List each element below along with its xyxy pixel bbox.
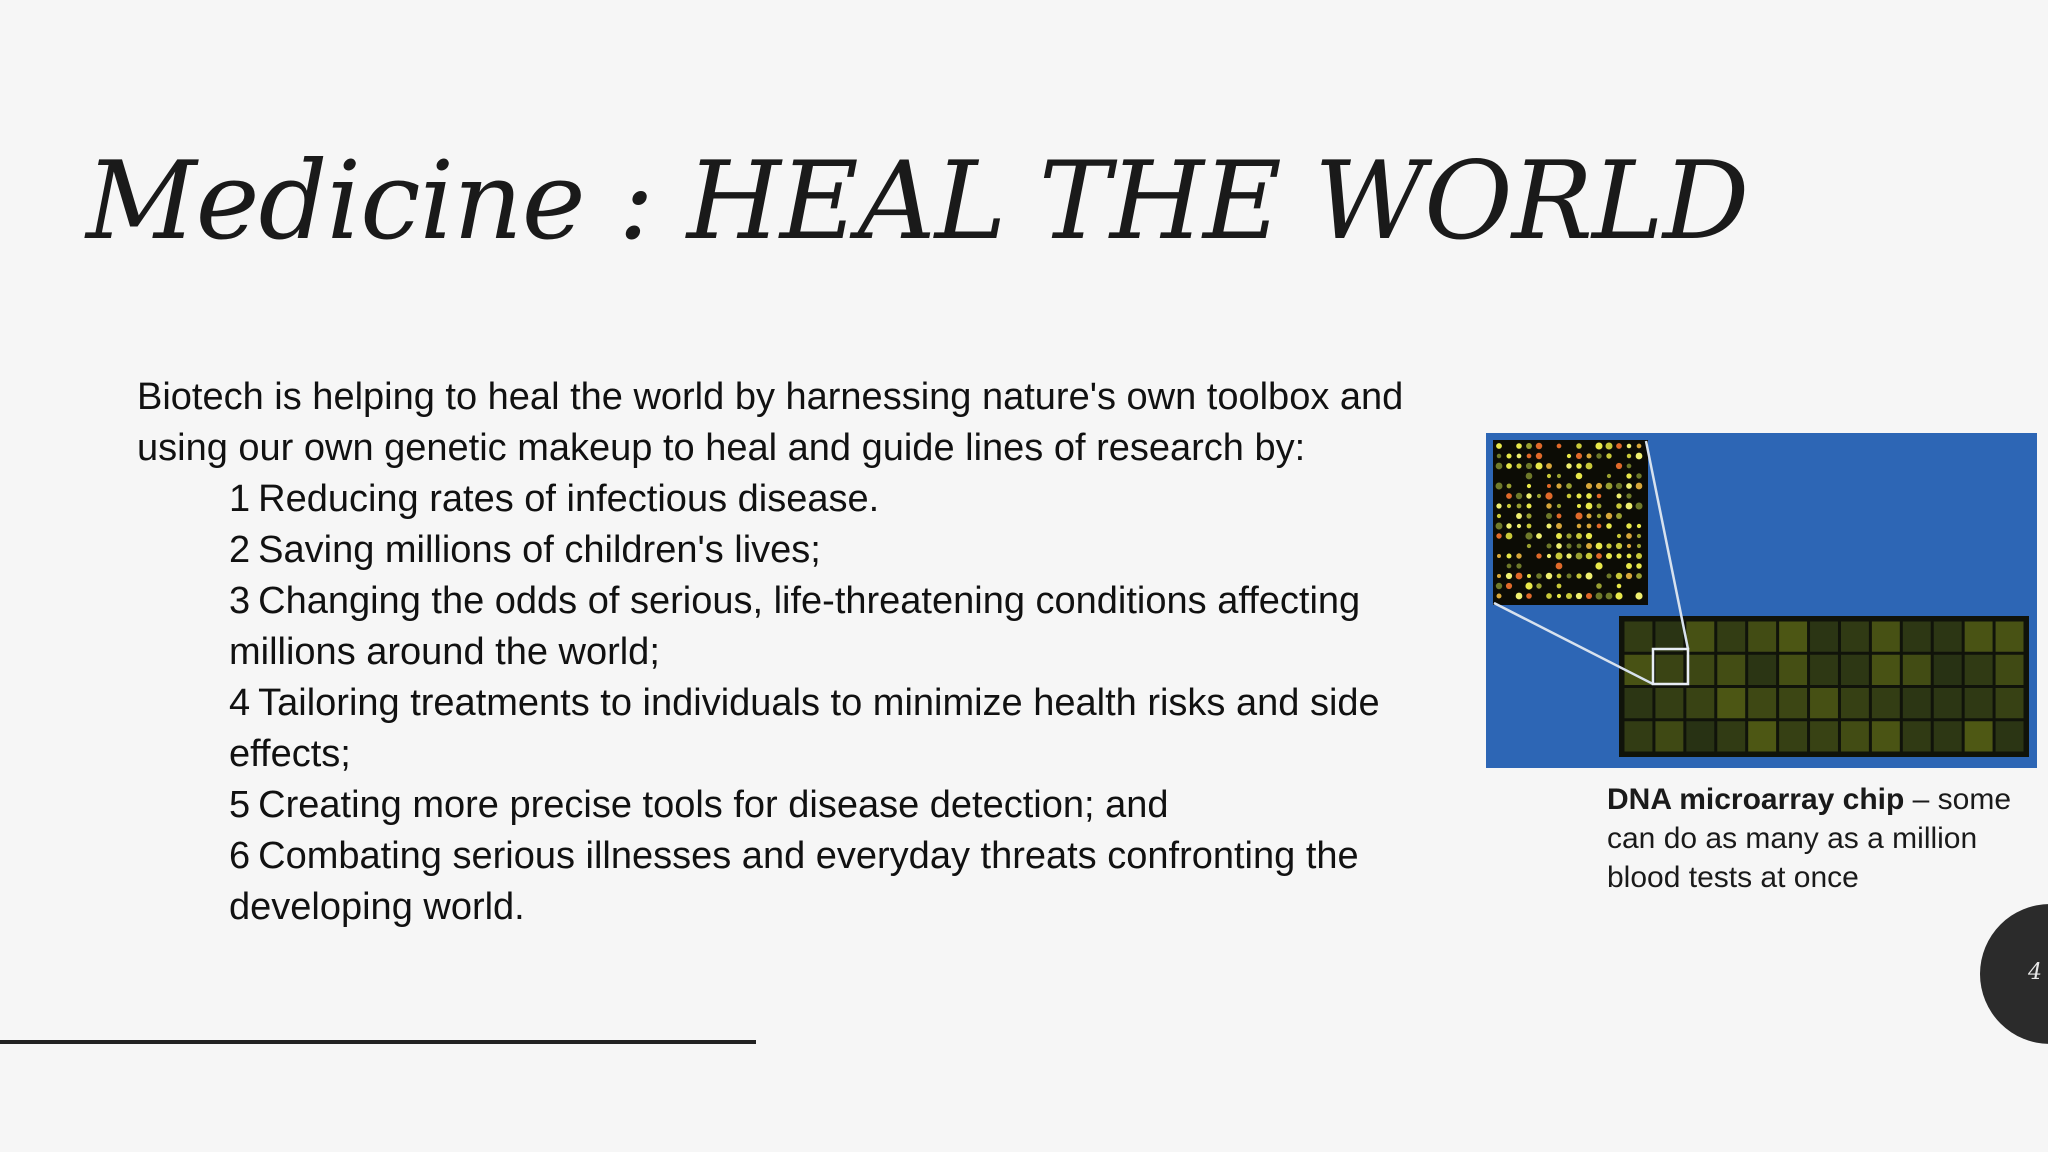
microarray-spot: [1546, 523, 1551, 528]
microarray-spot: [1496, 533, 1501, 538]
microarray-spot: [1636, 573, 1642, 579]
microarray-spot: [1626, 473, 1631, 478]
microarray-spot: [1506, 573, 1512, 579]
microarray-spot: [1496, 593, 1501, 598]
microarray-spot: [1516, 493, 1522, 499]
microarray-spot: [1546, 593, 1552, 599]
microarray-spot: [1507, 504, 1511, 508]
microarray-spot: [1527, 574, 1531, 578]
microarray-spot: [1596, 453, 1601, 458]
microarray-spot: [1566, 483, 1572, 489]
microarray-spot: [1527, 544, 1531, 548]
microarray-spot: [1546, 513, 1552, 519]
microarray-spot: [1587, 524, 1592, 529]
microarray-spot: [1597, 504, 1602, 509]
microarray-spot: [1637, 524, 1641, 528]
microarray-spot: [1616, 463, 1622, 469]
microarray-spot: [1567, 454, 1571, 458]
microarray-spot: [1536, 453, 1542, 459]
microarray-spot: [1545, 492, 1552, 499]
microarray-spot: [1595, 442, 1602, 449]
microarray-spot: [1557, 444, 1562, 449]
microarray-spot: [1526, 473, 1533, 480]
microarray-spot: [1526, 503, 1531, 508]
list-item: [137, 831, 1437, 933]
microarray-spot: [1596, 483, 1602, 489]
microarray-spot: [1526, 443, 1532, 449]
microarray-spot: [1516, 513, 1522, 519]
microarray-spot: [1636, 553, 1642, 559]
microarray-block: [1872, 622, 1900, 652]
microarray-block: [1779, 622, 1807, 652]
microarray-block: [1965, 622, 1993, 652]
microarray-spot: [1556, 483, 1561, 488]
microarray-block: [1903, 721, 1931, 751]
microarray-block: [1934, 721, 1962, 751]
microarray-spot: [1557, 574, 1562, 579]
microarray-spot: [1607, 474, 1611, 478]
microarray-spot: [1496, 583, 1502, 589]
list-item: [137, 474, 1437, 525]
microarray-block: [1748, 655, 1776, 685]
microarray-spot: [1506, 493, 1512, 499]
microarray-block: [1748, 622, 1776, 652]
microarray-spot: [1525, 532, 1532, 539]
list-item-number: 6: [229, 835, 251, 877]
microarray-spot: [1517, 454, 1522, 459]
microarray-spot: [1597, 514, 1601, 518]
microarray-block: [1625, 688, 1653, 718]
list-item-text: Saving millions of children's lives;: [258, 529, 821, 571]
microarray-block: [1810, 655, 1838, 685]
list-item-text: Creating more precise tools for disease detection; and: [258, 784, 1169, 826]
microarray-spot: [1516, 553, 1521, 558]
microarray-block: [1748, 721, 1776, 751]
microarray-spot: [1527, 484, 1531, 488]
microarray-block: [1841, 622, 1869, 652]
microarray-block: [1810, 688, 1838, 718]
microarray-spot: [1516, 593, 1523, 600]
microarray-spot: [1497, 554, 1501, 558]
microarray-block: [1625, 721, 1653, 751]
microarray-spot: [1595, 562, 1602, 569]
microarray-spot: [1535, 462, 1542, 469]
microarray-spot: [1566, 553, 1571, 558]
microarray-spot: [1536, 573, 1542, 579]
list-item-number: 5: [229, 784, 251, 826]
microarray-block: [1655, 688, 1683, 718]
microarray-spot: [1617, 494, 1622, 499]
list-item: [137, 780, 1437, 831]
microarray-spot: [1615, 592, 1622, 599]
microarray-spot: [1626, 573, 1632, 579]
list-item-number: 3: [229, 580, 251, 622]
microarray-spot: [1586, 453, 1591, 458]
list-item-text: Combating serious illnesses and everyday threats confronting the developing world.: [229, 835, 1359, 928]
microarray-spot: [1637, 534, 1641, 538]
microarray-spot: [1577, 544, 1582, 549]
microarray-illustration: [1486, 433, 2037, 768]
microarray-spot: [1636, 563, 1642, 569]
microarray-spot: [1576, 493, 1581, 498]
microarray-spot: [1586, 463, 1593, 470]
microarray-spot: [1606, 593, 1613, 600]
microarray-spot: [1627, 444, 1632, 449]
microarray-spot: [1626, 533, 1632, 539]
slide-title: Medicine : HEAL THE WORLD: [86, 139, 1749, 264]
microarray-spot: [1596, 543, 1603, 550]
microarray-block: [1686, 622, 1714, 652]
microarray-spot: [1506, 553, 1511, 558]
microarray-spot: [1546, 573, 1552, 579]
microarray-spot: [1616, 513, 1622, 519]
microarray-spot: [1506, 453, 1511, 458]
microarray-spot: [1547, 554, 1551, 558]
microarray-spot: [1507, 564, 1512, 569]
microarray-spot: [1635, 592, 1642, 599]
microarray-block: [1903, 655, 1931, 685]
microarray-spot: [1496, 483, 1503, 490]
microarray-spot: [1606, 573, 1611, 578]
microarray-spot: [1577, 504, 1581, 508]
microarray-spot: [1586, 533, 1592, 539]
microarray-block: [1841, 688, 1869, 718]
microarray-spot: [1576, 473, 1583, 480]
microarray-spot: [1516, 463, 1521, 468]
microarray-block: [1748, 688, 1776, 718]
microarray-spot: [1597, 524, 1602, 529]
microarray-spot: [1636, 453, 1643, 460]
microarray-spot: [1627, 464, 1632, 469]
microarray-spot: [1536, 533, 1542, 539]
microarray-block: [1655, 622, 1683, 652]
microarray-spot: [1586, 503, 1593, 510]
microarray-spot: [1606, 483, 1613, 490]
microarray-spot: [1567, 574, 1572, 579]
microarray-spot: [1506, 533, 1513, 540]
microarray-spot: [1616, 553, 1621, 558]
microarray-spot: [1626, 503, 1633, 510]
microarray-block: [1717, 721, 1745, 751]
list-item-number: 1: [229, 478, 251, 520]
microarray-block: [1872, 688, 1900, 718]
list-item-text: Changing the odds of serious, life-threatening conditions affecting millions around the world;: [229, 580, 1361, 673]
microarray-block: [1903, 622, 1931, 652]
microarray-spot: [1586, 593, 1592, 599]
microarray-spot: [1497, 514, 1501, 518]
microarray-block: [1841, 655, 1869, 685]
benefits-list: [137, 474, 1437, 933]
microarray-spot: [1566, 543, 1571, 548]
microarray-spot: [1586, 573, 1593, 580]
microarray-spot: [1547, 474, 1551, 478]
microarray-block: [1686, 655, 1714, 685]
microarray-spot: [1586, 513, 1591, 518]
microarray-spot: [1576, 453, 1582, 459]
microarray-spot: [1626, 523, 1631, 528]
microarray-spot: [1575, 512, 1582, 519]
microarray-block: [1779, 655, 1807, 685]
microarray-spot: [1557, 474, 1561, 478]
microarray-spot: [1635, 502, 1642, 509]
microarray-spot: [1576, 533, 1582, 539]
microarray-spot: [1576, 593, 1582, 599]
microarray-spot: [1626, 563, 1632, 569]
microarray-spot: [1526, 513, 1531, 518]
microarray-spot: [1617, 584, 1622, 589]
microarray-block: [1625, 622, 1653, 652]
microarray-spot: [1556, 523, 1562, 529]
microarray-block: [1810, 622, 1838, 652]
microarray-spot: [1526, 463, 1532, 469]
microarray-spot: [1627, 454, 1631, 458]
microarray-spot: [1506, 463, 1512, 469]
microarray-spot: [1507, 484, 1512, 489]
microarray-spot: [1627, 544, 1631, 548]
microarray-spot: [1517, 524, 1521, 528]
microarray-spot: [1566, 463, 1571, 468]
microarray-spot: [1506, 523, 1511, 528]
list-item-number: 4: [229, 682, 251, 724]
caption-bold: DNA microarray chip: [1607, 783, 1905, 816]
microarray-spot: [1527, 524, 1532, 529]
microarray-spot: [1497, 454, 1501, 458]
microarray-spot: [1605, 442, 1612, 449]
microarray-spot: [1567, 494, 1572, 499]
microarray-block: [1779, 721, 1807, 751]
microarray-spot: [1547, 544, 1552, 549]
microarray-block: [1717, 655, 1745, 685]
microarray-block: [1841, 721, 1869, 751]
microarray-block: [1903, 688, 1931, 718]
microarray-spot: [1547, 484, 1551, 488]
list-item-number: 2: [229, 529, 251, 571]
microarray-block: [1996, 721, 2024, 751]
microarray-spot: [1527, 454, 1532, 459]
microarray-spot: [1536, 583, 1541, 588]
microarray-spot: [1606, 453, 1611, 458]
microarray-spot: [1526, 593, 1532, 599]
microarray-spot: [1557, 504, 1561, 508]
list-item: [137, 525, 1437, 576]
microarray-spot: [1626, 493, 1631, 498]
microarray-spot: [1586, 483, 1592, 489]
microarray-spot: [1616, 573, 1622, 579]
microarray-spot: [1627, 554, 1632, 559]
page-number: 4: [2028, 960, 2042, 985]
microarray-spot: [1576, 463, 1582, 469]
microarray-spot: [1496, 463, 1503, 470]
microarray-block: [1686, 688, 1714, 718]
microarray-spot: [1526, 493, 1531, 498]
microarray-spot: [1546, 463, 1552, 469]
microarray-spot: [1516, 563, 1521, 568]
microarray-spot: [1556, 563, 1563, 570]
microarray-spot: [1606, 553, 1612, 559]
caption-text: – some can do as many as a million blood tests at once: [1607, 783, 2012, 894]
microarray-spot: [1617, 534, 1621, 538]
microarray-spot: [1516, 573, 1523, 580]
microarray-spot: [1496, 503, 1501, 508]
microarray-spot: [1616, 543, 1622, 549]
microarray-spot: [1586, 493, 1592, 499]
microarray-spot: [1606, 513, 1612, 519]
microarray-block: [1810, 721, 1838, 751]
microarray-spot: [1557, 594, 1561, 598]
microarray-spot: [1616, 443, 1622, 449]
microarray-spot: [1616, 483, 1622, 489]
microarray-spot: [1616, 503, 1622, 509]
microarray-spot: [1626, 483, 1632, 489]
microarray-spot: [1596, 593, 1603, 600]
microarray-spot: [1536, 553, 1541, 558]
microarray-spot: [1597, 494, 1602, 499]
microarray-spot: [1636, 483, 1643, 490]
microarray-block: [1965, 688, 1993, 718]
microarray-block: [1655, 721, 1683, 751]
microarray-block: [1686, 721, 1714, 751]
accent-divider: [0, 1040, 756, 1044]
slide-body: [137, 372, 1437, 933]
microarray-spot: [1576, 573, 1581, 578]
microarray-spot: [1496, 523, 1503, 530]
microarray-spot: [1497, 574, 1501, 578]
microarray-spot: [1517, 504, 1522, 509]
microarray-block: [1872, 655, 1900, 685]
microarray-block: [1717, 622, 1745, 652]
microarray-spot: [1566, 533, 1571, 538]
microarray-spot: [1556, 553, 1563, 560]
microarray-spot: [1606, 543, 1611, 548]
microarray-image: [1486, 433, 2037, 768]
microarray-block: [1996, 688, 2024, 718]
microarray-spot: [1637, 544, 1641, 548]
microarray-block: [1872, 721, 1900, 751]
microarray-spot: [1586, 553, 1593, 560]
microarray-spot: [1576, 553, 1583, 560]
microarray-spot: [1586, 543, 1592, 549]
microarray-spot: [1637, 444, 1642, 449]
microarray-block: [1779, 688, 1807, 718]
microarray-block: [1717, 688, 1745, 718]
microarray-spot: [1576, 443, 1582, 449]
microarray-spot: [1537, 494, 1541, 498]
microarray-spot: [1596, 553, 1602, 559]
microarray-block: [1655, 655, 1683, 685]
microarray-block: [1965, 655, 1993, 685]
intro-paragraph: Biotech is helping to heal the world by harnessing nature's own toolbox and using our own genetic makeup to heal and guide lines of research by:: [137, 376, 1404, 469]
list-item: [137, 576, 1437, 678]
microarray-spot: [1506, 583, 1512, 589]
microarray-spot: [1556, 543, 1562, 549]
microarray-block: [1934, 655, 1962, 685]
microarray-spot: [1516, 443, 1522, 449]
microarray-spot: [1636, 473, 1641, 478]
microarray-spot: [1557, 514, 1562, 519]
figure-caption: [1607, 780, 2027, 897]
microarray-block: [1965, 721, 1993, 751]
microarray-spot: [1536, 443, 1543, 450]
microarray-block: [1996, 622, 2024, 652]
microarray-block: [1996, 655, 2024, 685]
microarray-spot: [1606, 523, 1612, 529]
microarray-block: [1934, 622, 1962, 652]
microarray-block: [1934, 688, 1962, 718]
list-item-text: Tailoring treatments to individuals to minimize health risks and side effects;: [229, 682, 1380, 775]
microarray-spot: [1577, 524, 1582, 529]
microarray-spot: [1496, 443, 1502, 449]
list-item-text: Reducing rates of infectious disease.: [258, 478, 880, 520]
microarray-spot: [1556, 533, 1562, 539]
microarray-spot: [1596, 583, 1602, 589]
microarray-spot: [1525, 582, 1532, 589]
list-item: [137, 678, 1437, 780]
microarray-spot: [1546, 503, 1551, 508]
microarray-spot: [1566, 593, 1572, 599]
microarray-spot: [1557, 584, 1562, 589]
